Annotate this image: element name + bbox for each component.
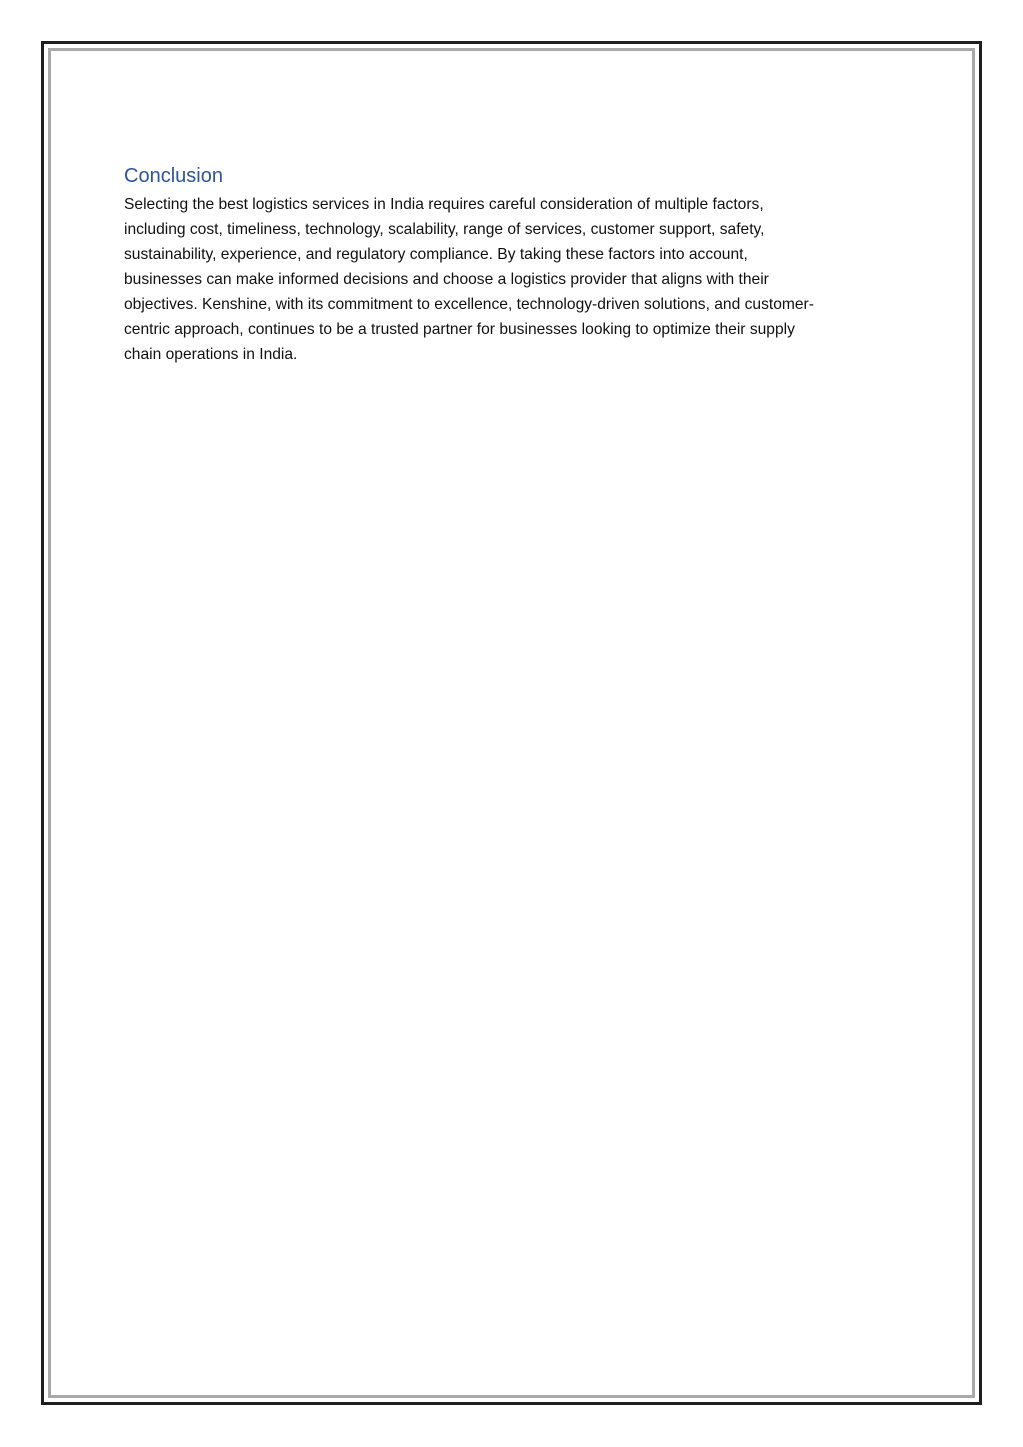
document-content: [124, 163, 904, 367]
section-heading: Conclusion: [124, 165, 223, 187]
conclusion-paragraph: [124, 192, 904, 367]
paragraph-line: centric approach, continues to be a trusted partner for businesses looking to optimize their supply: [124, 321, 795, 338]
paragraph-line: chain operations in India.: [124, 346, 298, 363]
paragraph-line: sustainability, experience, and regulatory compliance. By taking these factors into account,: [124, 246, 748, 263]
paragraph-line: including cost, timeliness, technology, scalability, range of services, customer support, safety,: [124, 221, 765, 238]
paragraph-line: Selecting the best logistics services in India requires careful consideration of multiple factors,: [124, 196, 764, 213]
paragraph-line: businesses can make informed decisions and choose a logistics provider that aligns with their: [124, 271, 769, 288]
paragraph-line: objectives. Kenshine, with its commitment to excellence, technology-driven solutions, and customer-: [124, 296, 814, 313]
